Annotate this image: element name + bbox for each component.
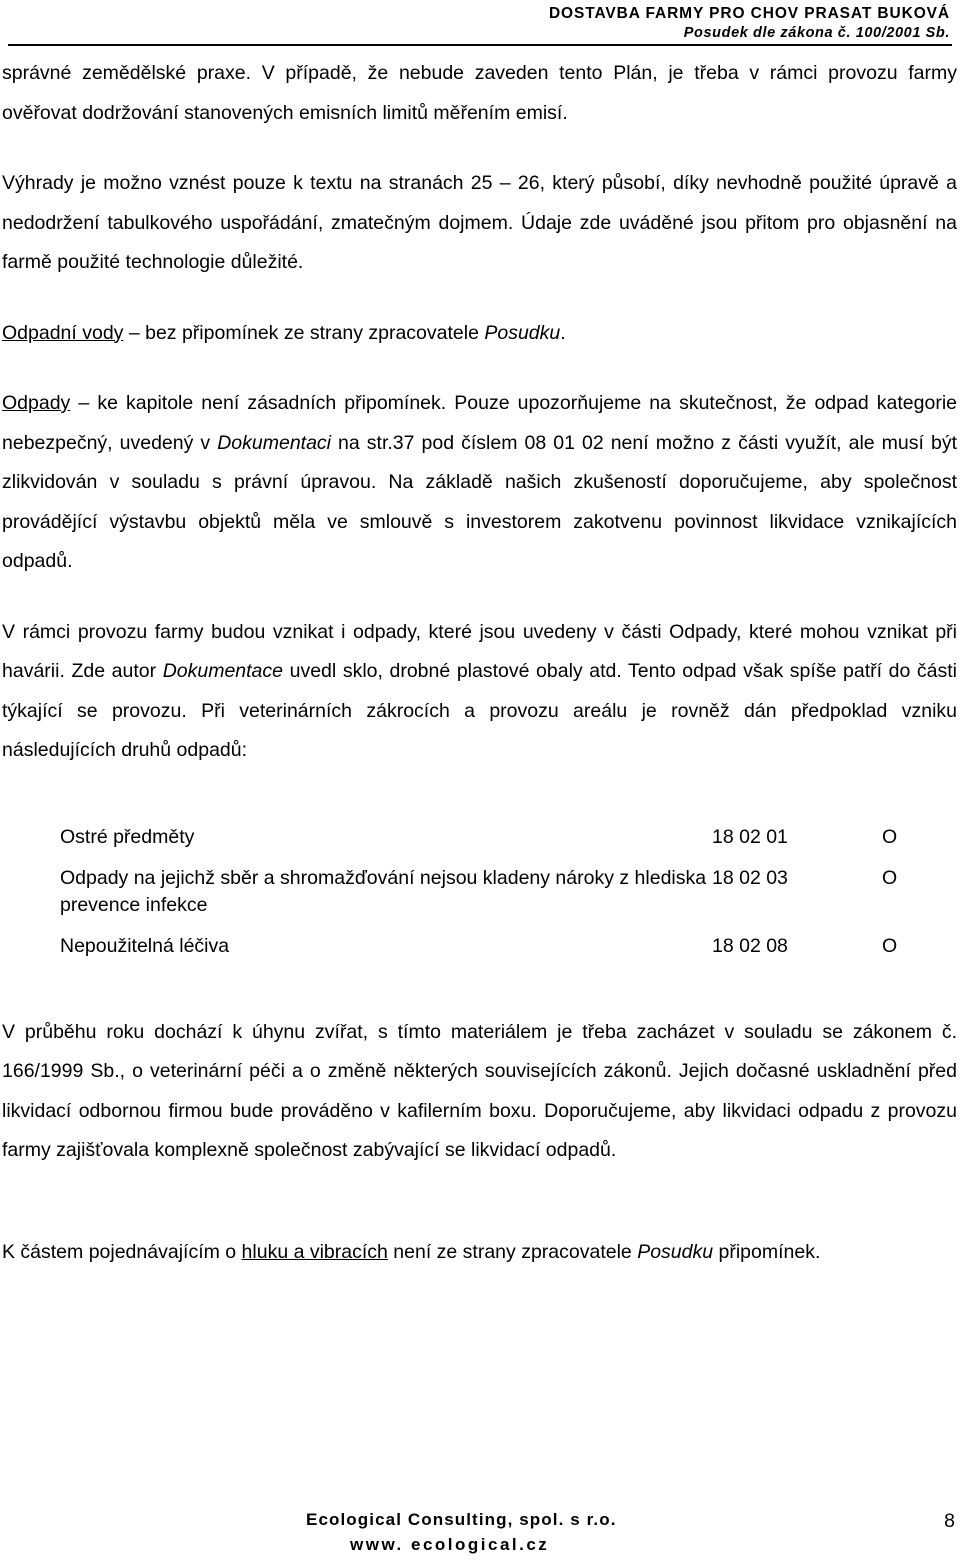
page-number: 8 <box>944 1510 955 1532</box>
paragraph-animal-deaths: V průběhu roku dochází k úhynu zvířat, s tímto materiálem je třeba zacházet v souladu se zákonem č. 166/1999 Sb., o veterinární péči a o změně některých souvisejících zákonů. Jejich dočasné uskladnění před likvidací odbornou firmou bude prováděno v kafilerním boxu. Doporučujeme, aby likvidaci odpadu z provozu farmy zajišťovala komplexně společnost zabývající se likvidací odpadů. <box>2 1020 957 1161</box>
paragraph-noise: K částem pojednávajícím o hluku a vibracích není ze strany zpracovatele Posudku připomínek. <box>2 1240 821 1263</box>
document-body <box>2 54 957 1272</box>
table-row: Ostré předměty 18 02 01 O <box>60 825 898 848</box>
waste-types-table <box>60 824 902 966</box>
paragraph-waste: Odpady – ke kapitole není zásadních připomínek. Pouze upozorňujeme na skutečnost, že odpad kategorie nebezpečný, uvedený v Dokumentaci na str.37 pod číslem 08 01 02 není možno z části využít, ale musí být zlikvidován v souladu s právní úpravou. Na základě našich zkušeností doporučujeme, aby společnost provádějící výstavbu objektů měla ve smlouvě s investorem zakotvenu povinnost likvidace vznikajících odpadů. <box>2 392 958 572</box>
waste-heading: Odpady <box>2 392 71 414</box>
paragraph-emission-plan: správné zemědělské praxe. V případě, že nebude zaveden tento Plán, je třeba v rámci provozu farmy ověřovat dodržování stanovených emisních limitů měřením emisí. <box>2 62 957 124</box>
document-title: DOSTAVBA FARMY PRO CHOV PRASAT BUKOVÁ <box>548 5 950 22</box>
noise-heading: hluku a vibracích <box>241 1240 388 1263</box>
waste-water-heading: Odpadní vody <box>2 321 124 344</box>
company-name: Ecological Consulting, spol. s r.o. <box>306 1510 617 1529</box>
company-website: www. ecological.cz <box>350 1535 550 1554</box>
page-header <box>549 3 950 43</box>
paragraph-objections: Výhrady je možno vznést pouze k textu na stranách 25 – 26, který působí, díky nevhodně použité úpravě a nedodržení tabulkového uspořádání, zmatečným dojmem. Údaje zde uváděné jsou přitom pro objasnění na farmě použité technologie důležité. <box>2 172 957 273</box>
table-row: Nepoužitelná léčiva 18 02 08 O <box>60 934 898 957</box>
table-row: Odpady na jejichž sběr a shromažďování nejsou kladeny nároky z hlediska prevence infekce 18 02 03 O <box>60 866 898 916</box>
header-divider <box>8 44 952 46</box>
paragraph-farm-waste: V rámci provozu farmy budou vznikat i odpady, které jsou uvedeny v části Odpady, které mohou vznikat při havárii. Zde autor Dokumentace uvedl sklo, drobné plastové obaly atd. Tento odpad však spíše patří do části týkající se provozu. Při veterinárních zákrocích a provozu areálu je rovněž dán předpoklad vzniku následujících druhů odpadů: <box>2 620 957 761</box>
document-subtitle: Posudek dle zákona č. 100/2001 Sb. <box>683 25 950 41</box>
paragraph-waste-water: Odpadní vody – bez připomínek ze strany zpracovatele Posudku. <box>2 321 566 344</box>
